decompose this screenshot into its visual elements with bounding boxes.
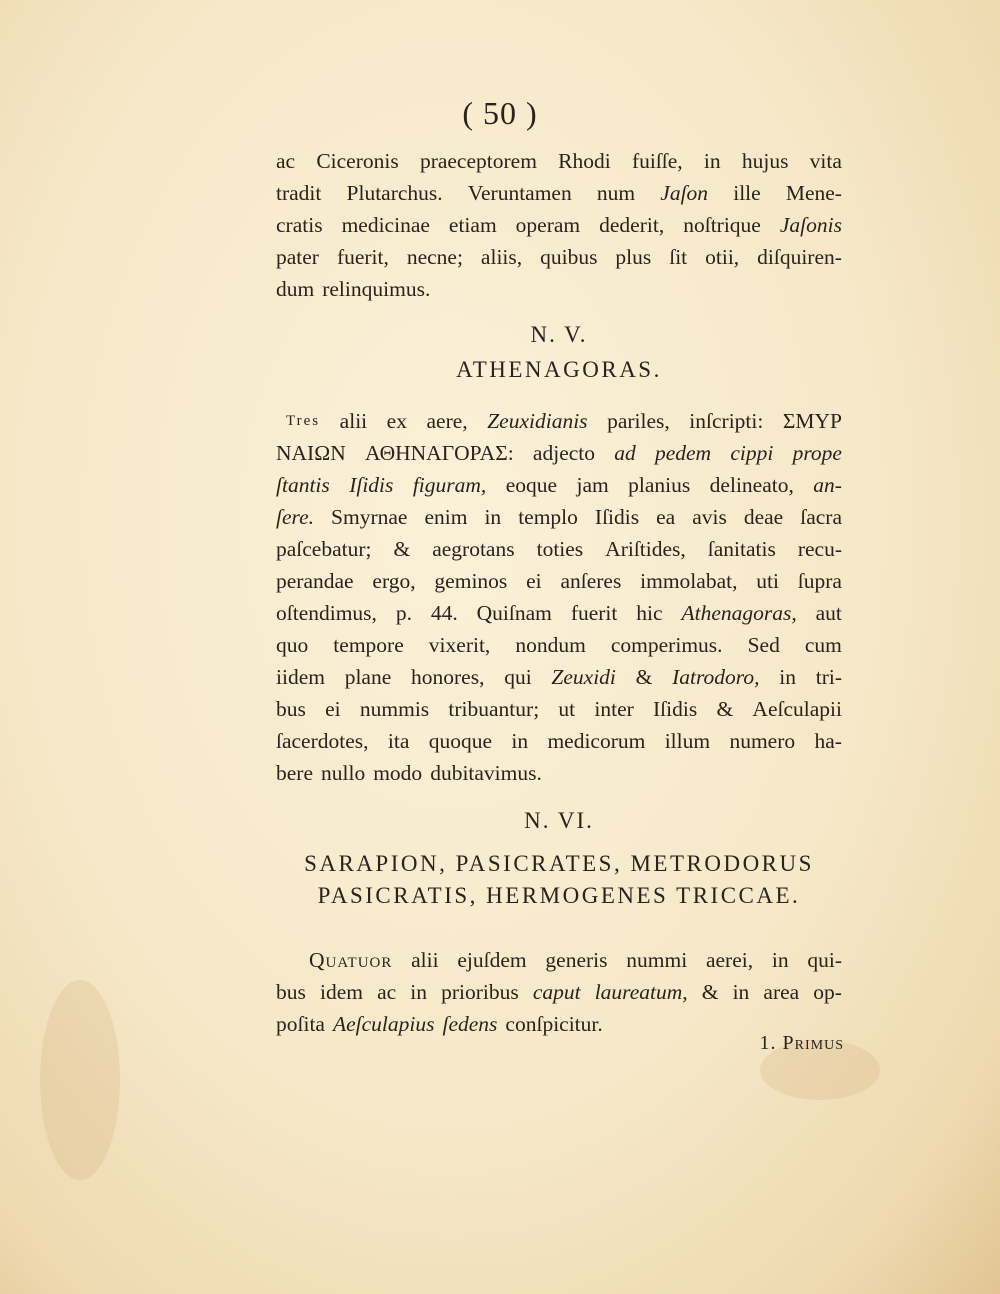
word: in (703, 149, 721, 173)
greek-word: ΝΑΙΩΝ (276, 441, 346, 465)
text-line (276, 976, 842, 1008)
text-line (276, 405, 842, 437)
word: inter (594, 697, 634, 721)
greek-word: ΣΜΥΡ (782, 409, 842, 433)
word: inſcripti: (689, 409, 764, 433)
word: Ciceronis (316, 149, 399, 173)
word: perandae (276, 569, 354, 593)
word: in (511, 729, 529, 753)
word: ſupra (797, 569, 842, 593)
word: bere (276, 761, 313, 785)
section-number: N. V. (530, 322, 588, 347)
word: relinquimus. (322, 277, 431, 301)
word: in (779, 665, 796, 689)
text-line (276, 597, 842, 629)
word: nullo (321, 761, 366, 785)
word-italic: an- (813, 473, 842, 497)
word: bus (276, 697, 306, 721)
word: eoque (505, 473, 558, 497)
word: plane (344, 665, 392, 689)
text-line (276, 501, 842, 533)
word: vixerit, (428, 633, 491, 657)
word: Smyrnae (331, 505, 408, 529)
word: medicorum (547, 729, 646, 753)
word: immolabat, (640, 569, 738, 593)
word: ea (656, 505, 676, 529)
word: anſeres (560, 569, 622, 593)
word: qui (504, 665, 532, 689)
word: honores, (411, 665, 485, 689)
word: conſpicitur. (505, 1012, 603, 1036)
section-title-line: PASICRATIS, HERMOGENES TRICCAE. (317, 883, 801, 908)
word: ergo, (372, 569, 416, 593)
word: & (635, 665, 653, 689)
word-italic: laureatum, (594, 980, 688, 1004)
paragraph-2 (276, 405, 842, 789)
word: dum (276, 277, 315, 301)
word: in (410, 980, 427, 1004)
word: Aeſculapii (752, 697, 842, 721)
word: recu- (797, 537, 842, 561)
word: ita (387, 729, 410, 753)
word: in (484, 505, 502, 529)
word: Iſidis (653, 697, 698, 721)
lead-word: Tres (286, 413, 321, 429)
word: aut (815, 601, 842, 625)
word: adjecto (532, 441, 595, 465)
text-line (276, 273, 842, 305)
text-line (276, 177, 842, 209)
text-line (276, 145, 842, 177)
word-italic: Jaſon (660, 181, 709, 205)
word: deae (743, 505, 784, 529)
word: alii (339, 409, 368, 433)
text-line (276, 209, 842, 241)
word: comperimus. (610, 633, 723, 657)
word: tradit (276, 181, 322, 205)
text-line (276, 661, 842, 693)
section-title: ATHENAGORAS. (456, 357, 662, 382)
text-line (276, 693, 842, 725)
word: generis (545, 948, 608, 972)
text-line (276, 1008, 842, 1040)
word: area (763, 980, 800, 1004)
word: op- (813, 980, 842, 1004)
word: tri- (815, 665, 842, 689)
section-number: N. VI. (524, 808, 594, 833)
word: dederit, (599, 213, 665, 237)
text-line (276, 437, 842, 469)
word: 44. (430, 601, 458, 625)
word: cratis (276, 213, 323, 237)
word: ſit (669, 245, 688, 269)
text-line (276, 944, 842, 976)
text-line (276, 725, 842, 757)
word: oſtendimus, (276, 601, 377, 625)
word-italic: ad (614, 441, 636, 465)
word: in (732, 980, 750, 1004)
word: tempore (333, 633, 404, 657)
word: ac (276, 149, 296, 173)
word: Veruntamen (467, 181, 572, 205)
text-line (276, 629, 842, 661)
word: geminos (434, 569, 508, 593)
word: templo (518, 505, 578, 529)
word: operam (515, 213, 581, 237)
word-italic: caput (532, 980, 581, 1004)
word-italic: ſere. (276, 505, 315, 529)
word: hujus (741, 149, 789, 173)
word: Rhodi (558, 149, 611, 173)
word: Mene- (785, 181, 842, 205)
lead-word: Quatuor (309, 948, 393, 972)
word: delineato, (709, 473, 794, 497)
word: ex (386, 409, 407, 433)
word: nummis (359, 697, 430, 721)
word: Quiſnam (476, 601, 552, 625)
word: ei (526, 569, 542, 593)
word: & (701, 980, 719, 1004)
word: necne; (406, 245, 463, 269)
word: medicinae (341, 213, 430, 237)
word: enim (424, 505, 468, 529)
word: quoque (428, 729, 493, 753)
word: ſanitatis (707, 537, 776, 561)
word: aliis, (480, 245, 523, 269)
word-italic: Zeuxidi (551, 665, 616, 689)
word-italic: pedem (654, 441, 712, 465)
word: prioribus (441, 980, 519, 1004)
word: ut (558, 697, 576, 721)
word: ille (733, 181, 761, 205)
word-italic: Iſidis (349, 473, 394, 497)
text-line (276, 469, 842, 501)
word: ſacerdotes, (276, 729, 369, 753)
text-line (276, 757, 842, 789)
word: dubitavimus. (430, 761, 542, 785)
section-title-line: SARAPION, PASICRATES, METRODORUS (304, 851, 814, 876)
word: toties (536, 537, 584, 561)
word: Sed (747, 633, 780, 657)
stain (40, 980, 120, 1180)
word: hic (636, 601, 663, 625)
word: aere, (426, 409, 468, 433)
word: aerei, (705, 948, 754, 972)
word: avis (692, 505, 727, 529)
word: aegrotans (432, 537, 515, 561)
word: pater (276, 245, 319, 269)
page-number: ( 50 ) (462, 95, 538, 131)
word: jam (576, 473, 609, 497)
word: diſquiren- (757, 245, 842, 269)
word: fuerit, (336, 245, 389, 269)
word: ha- (814, 729, 842, 753)
word: paſcebatur; (276, 537, 372, 561)
paragraph-1 (276, 145, 842, 305)
word: otii, (705, 245, 740, 269)
word-italic: Iatrodoro, (672, 665, 760, 689)
word-italic: Jaſonis (779, 213, 842, 237)
word-italic: ſedens (442, 1012, 498, 1036)
word: ſacra (800, 505, 842, 529)
word: quo (276, 633, 309, 657)
word-italic: Athenagoras, (681, 601, 797, 625)
word: vita (809, 149, 842, 173)
word: p. (395, 601, 412, 625)
word: ei (325, 697, 341, 721)
word-italic: Aeſculapius (332, 1012, 435, 1036)
word: nondum (515, 633, 586, 657)
text-line (276, 565, 842, 597)
word: bus (276, 980, 306, 1004)
word: etiam (448, 213, 497, 237)
word: in (771, 948, 789, 972)
word-italic: prope (792, 441, 842, 465)
word-italic: ſtantis (276, 473, 330, 497)
text-line (276, 533, 842, 565)
word: cum (804, 633, 842, 657)
word: Plutarchus. (346, 181, 443, 205)
word: iidem (276, 665, 325, 689)
word: qui- (807, 948, 842, 972)
word: quibus (540, 245, 598, 269)
word: praeceptorem (419, 149, 537, 173)
word: pariles, (607, 409, 670, 433)
word: num (596, 181, 636, 205)
catchword: 1. Primus (759, 1032, 844, 1054)
word-italic: figuram, (412, 473, 487, 497)
word: ejuſdem (457, 948, 527, 972)
word: fuiſſe, (631, 149, 683, 173)
word-italic: Zeuxidianis (487, 409, 588, 433)
word: idem (319, 980, 363, 1004)
paragraph-3 (276, 944, 842, 1040)
word: poſita (276, 1012, 325, 1036)
word: ac (377, 980, 397, 1004)
section-title (276, 848, 842, 912)
word: Ariſtides, (605, 537, 686, 561)
word: alii (411, 948, 439, 972)
word: planius (628, 473, 691, 497)
word: noſtrique (683, 213, 761, 237)
word: & (716, 697, 734, 721)
word: numero (729, 729, 796, 753)
word: illum (664, 729, 711, 753)
word: tribuantur; (448, 697, 540, 721)
word: fuerit (570, 601, 618, 625)
word-italic: cippi (730, 441, 774, 465)
word: nummi (626, 948, 688, 972)
text-line (276, 241, 842, 273)
word: uti (756, 569, 779, 593)
word: plus (615, 245, 652, 269)
word: & (393, 537, 411, 561)
greek-word: ΑΘΗΝΑΓΟΡΑΣ: (364, 441, 514, 465)
word: Iſidis (594, 505, 640, 529)
word: modo (373, 761, 423, 785)
